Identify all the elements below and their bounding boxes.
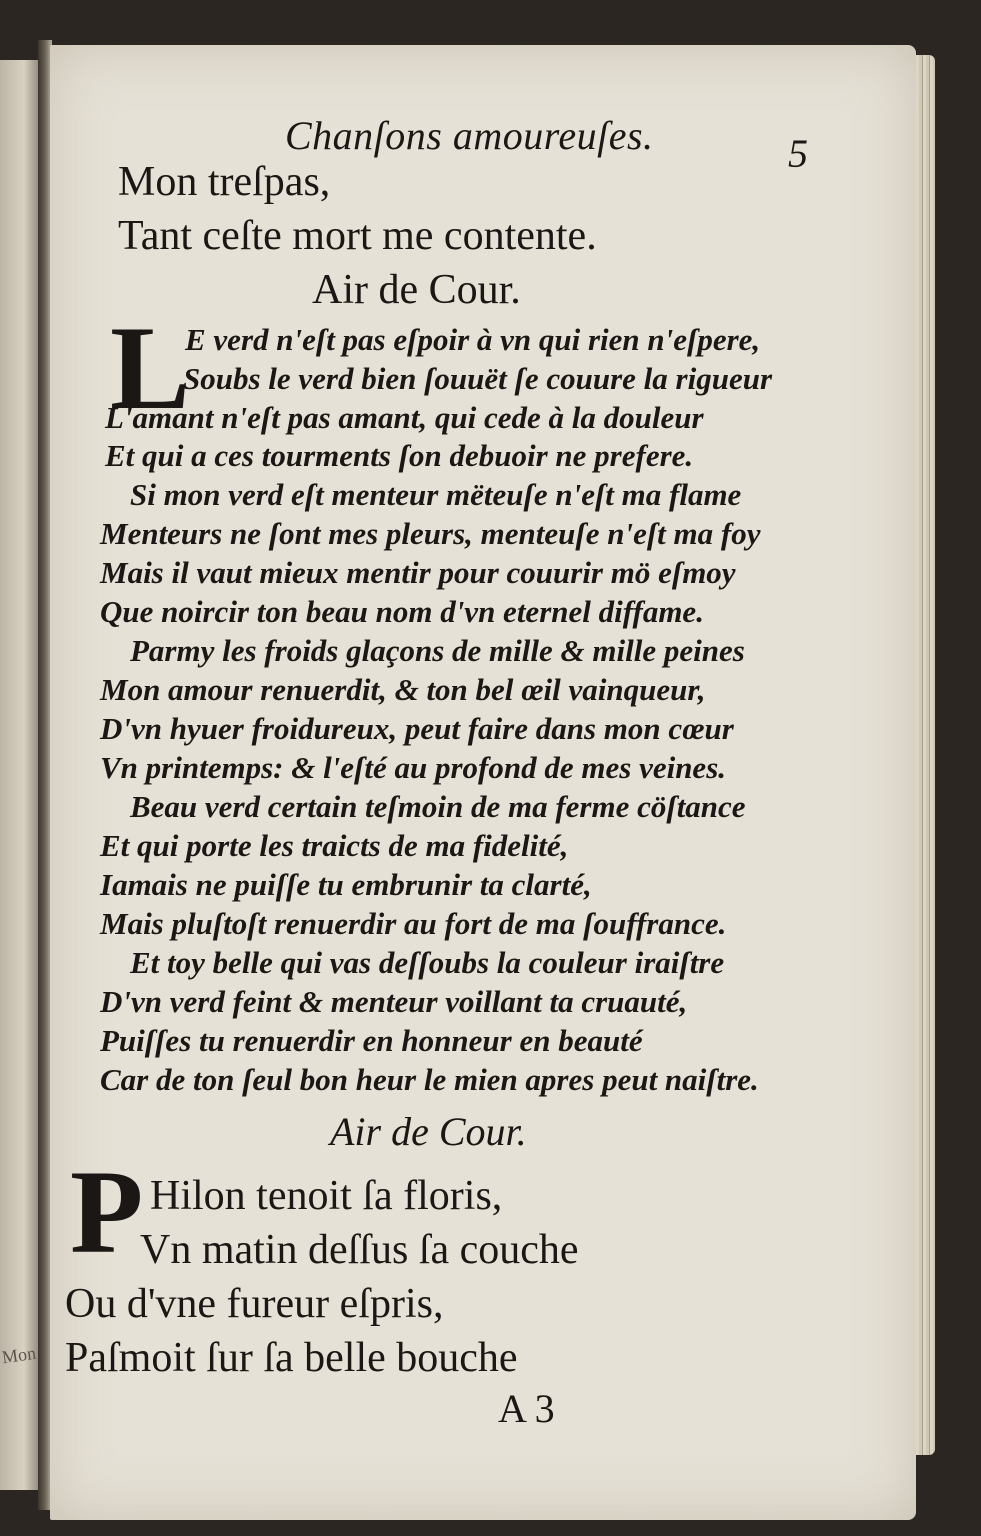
verse-line: Et qui porte les traicts de ma fidelité, bbox=[100, 828, 569, 863]
signature-mark: A 3 bbox=[498, 1386, 555, 1431]
verse-line: Mais il vaut mieux mentir pour couurir mö eſmoy bbox=[100, 555, 736, 590]
drop-cap: L bbox=[110, 301, 191, 434]
running-head: Chanſons amoureuſes. bbox=[285, 113, 654, 158]
verse-line: Mais pluſtoſt renuerdir au fort de ma ſouffrance. bbox=[100, 906, 727, 941]
folio-number: 5 bbox=[788, 131, 808, 176]
song-heading: Air de Cour. bbox=[312, 267, 521, 313]
verse-line: Vn matin deſſus ſa couche bbox=[140, 1227, 579, 1273]
verse-line: Soubs le verd bien ſouuët ſe couure la rigueur bbox=[183, 361, 773, 396]
verse-line: Et qui a ces tourments ſon debuoir ne prefere. bbox=[105, 438, 694, 473]
verse-line: D'vn verd feint & menteur voillant ta cruauté, bbox=[100, 984, 688, 1019]
verse-line: Iamais ne puiſſe tu embrunir ta clarté, bbox=[100, 867, 592, 902]
verse-line: Puiſſes tu renuerdir en honneur en beauté bbox=[100, 1023, 643, 1058]
verse-line: D'vn hyuer froidureux, peut faire dans mon cœur bbox=[100, 711, 734, 746]
verse-line: Et toy belle qui vas deſſoubs la couleur iraiſtre bbox=[130, 945, 725, 980]
verse-line: L'amant n'eſt pas amant, qui cede à la douleur bbox=[105, 400, 704, 435]
drop-cap: P bbox=[70, 1145, 144, 1278]
verse-line: E verd n'eſt pas eſpoir à vn qui rien n'eſpere, bbox=[185, 322, 761, 357]
verse-line: Mon treſpas, bbox=[118, 159, 331, 205]
verse-line: Ou d'vne fureur eſpris, bbox=[65, 1281, 444, 1327]
verse-line: Tant ceſte mort me contente. bbox=[118, 213, 597, 259]
verse-line: Menteurs ne ſont mes pleurs, menteuſe n'eſt ma foy bbox=[100, 516, 761, 551]
verse-line: Paſmoit ſur ſa belle bouche bbox=[65, 1335, 518, 1381]
verse-line: Hilon tenoit ſa floris, bbox=[150, 1173, 503, 1219]
margin-note: Mon bbox=[0, 1342, 38, 1368]
verse-line: Mon amour renuerdit, & ton bel œil vainqueur, bbox=[100, 672, 706, 707]
verse-line: Vn printemps: & l'eſté au profond de mes veines. bbox=[100, 750, 727, 785]
verse-line: Si mon verd eſt menteur mëteuſe n'eſt ma flame bbox=[130, 477, 742, 512]
verse-line: Car de ton ſeul bon heur le mien apres peut naiſtre. bbox=[100, 1062, 759, 1097]
verse-line: Beau verd certain teſmoin de ma ferme cöſtance bbox=[130, 789, 746, 824]
verse-line: Que noircir ton beau nom d'vn eternel diffame. bbox=[100, 594, 704, 629]
verse-line: Parmy les froids glaçons de mille & mille peines bbox=[130, 633, 745, 668]
song-heading: Air de Cour. bbox=[330, 1109, 527, 1154]
